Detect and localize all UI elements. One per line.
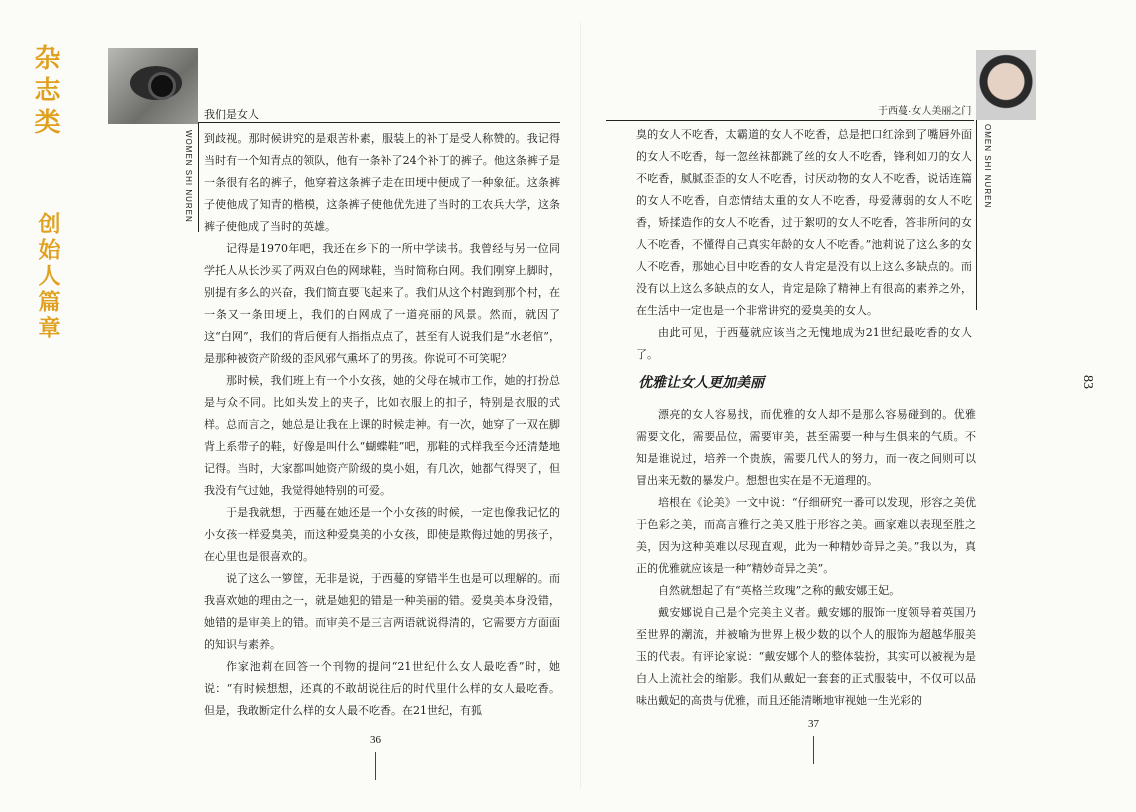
- right-header: 于西蔓·女人美丽之门: [878, 106, 972, 117]
- right-vertical-label: OMEN SHI NUREN: [983, 124, 992, 209]
- right-top-text: [636, 124, 972, 366]
- iris-shape: [148, 72, 176, 100]
- section-paragraph-1: 漂亮的女人容易找，而优雅的女人却不是那么容易碰到的。优雅需要文化，需要品位，需要审美，甚至需要一种与生俱来的气质。不知是谁说过，培养一个贵族，需要几代人的努力，而一夜之间则可以冒出来无数的暴发户。想想也实在是不无道理的。: [636, 408, 976, 487]
- right-page-tick: [813, 736, 814, 764]
- right-page-number: 37: [808, 718, 819, 730]
- section-title: 优雅让女人更加美丽: [638, 374, 764, 390]
- left-page-tick: [375, 752, 376, 780]
- section-paragraph-4: 戴安娜说自己是个完美主义者。戴安娜的服饰一度领导着英国乃至世界的潮流，并被喻为世界上极少数的以个人的服饰为超越华服美玉的代表。有评论家说：“戴安娜个人的整体装扮，其实可以被视为是白人上流社会的缩影。我们从戴妃一套套的正式服装中，不仅可以品味出戴妃的高贵与优雅，而且还能清晰地审视她一生光彩的: [636, 606, 976, 707]
- right-section-text: [636, 404, 976, 712]
- left-paragraph-3: 那时候，我们班上有一个小女孩，她的父母在城市工作，她的打扮总是与众不同。比如头发上的夹子，比如衣服上的扣子，特别是衣服的式样。总而言之，她总是让我在上课的时候走神。有一次，她穿了一双在脚背上系带子的鞋，好像是叫什么“蝴蝶鞋”吧，那鞋的式样我至今还清楚地记得。当时，大家都叫她资产阶级的臭小姐，有几次，她都气得哭了，但我没有气过她，我觉得她特别的可爱。: [204, 374, 560, 497]
- right-header-rule: [606, 120, 974, 121]
- side-chapter-label: 创始人篇章: [35, 212, 61, 342]
- book-gutter: [580, 22, 581, 788]
- left-paragraph-6: 作家池莉在回答一个刊物的提问“21世纪什么女人最吃香”时，她说：“有时候想想，还真的不敢胡说往后的时代里什么样的女人最吃香。但是，我敢断定什么样的女人最不吃香。在21世纪，有狐: [204, 660, 560, 717]
- right-paragraph-2: 由此可见，于西蔓就应该当之无愧地成为21世纪最吃香的女人了。: [636, 326, 972, 361]
- left-paragraph-2: 记得是1970年吧，我还在乡下的一所中学读书。我曾经与另一位同学托人从长沙买了两双白色的网球鞋，当时简称白网。我们刚穿上脚时，别提有多么的兴奋，我们简直要飞起来了。我们从这个村跑到那个村，在一条又一条田埂上，我们的白网成了一道亮丽的风景。然而，就因了这“白网”，我们的背后便有人指指点点了，甚至有人说我们是“水老倌”，是那种被资产阶级的歪风邪气熏坏了的男孩。你说可不可笑呢？: [204, 242, 560, 365]
- left-vertical-rule: [198, 122, 199, 232]
- left-paragraph-5: 说了这么一箩筐，无非是说，于西蔓的穿错半生也是可以理解的。而我喜欢她的理由之一，就是她犯的错是一种美丽的错。爱臭美本身没错，她错的是审美上的错。而审美不是三言两语就说得清的，它需要方方面面的知识与素养。: [204, 572, 560, 651]
- left-header: 我们是女人: [204, 109, 259, 121]
- side-category-label: 杂志类: [30, 44, 60, 140]
- left-body-text: [204, 128, 560, 722]
- section-paragraph-2: 培根在《论美》一文中说：“仔细研究一番可以发现，形容之美优于色彩之美，而高言雅行之美又胜于形容之美。画家难以表现至胜之美，因为这种美难以尽现直观，此为一种精妙奇异之美。”我以为，真正的优雅就应该是一种“精妙奇异之美”。: [636, 496, 976, 575]
- section-paragraph-3: 自然就想起了有“英格兰玫瑰”之称的戴安娜王妃。: [658, 584, 901, 597]
- left-vertical-label: WOMEN SHI NUREN: [184, 130, 193, 223]
- right-vertical-rule: [976, 120, 977, 310]
- left-header-rule: [198, 122, 560, 123]
- left-paragraph-1: 到歧视。那时候讲究的是艰苦朴素，服装上的补丁是受人称赞的。我记得当时有一个知青点的领队，他有一条补了24个补丁的裤子。他这条裤子是一条很有名的裤子，他穿着这条裤子走在田埂中便成了一种象征。这条裤子使他成了知青的楷模，这条裤子使他优先进了当时的工农兵大学，这条裤子使他成了当时的英雄。: [204, 132, 560, 233]
- right-paragraph-1: 臭的女人不吃香，太霸道的女人不吃香，总是把口红涂到了嘴唇外面的女人不吃香，每一忽丝袜都跳了丝的女人不吃香，锋利如刀的女人不吃香，腻腻歪歪的女人不吃香，讨厌动物的女人不吃香，说话连篇的女人不吃香，自恋情结太重的女人不吃香，母爱薄弱的女人不吃香，矫揉造作的女人不吃香，过于絮叨的女人不吃香，答非所问的女人不吃香，不懂得自己真实年龄的女人不吃香。”池莉说了这么多的女人不吃香，那她心目中吃香的女人肯定是没有以上这么多缺点的。而没有以上这么多缺点的女人，肯定是除了精神上有很高的素养之外，在生活中一定也是一个非常讲究的爱臭美的女人。: [636, 128, 972, 317]
- left-paragraph-4: 于是我就想，于西蔓在她还是一个小女孩的时候，一定也像我记忆的小女孩一样爱臭美，而这种爱臭美的小女孩，即使是欺侮过她的男孩子，在心里也是很喜欢的。: [204, 506, 560, 563]
- left-page-number: 36: [370, 734, 381, 746]
- side-page-number: 83: [1080, 375, 1095, 389]
- portrait-photo: [976, 50, 1036, 120]
- eye-photo: [108, 48, 198, 124]
